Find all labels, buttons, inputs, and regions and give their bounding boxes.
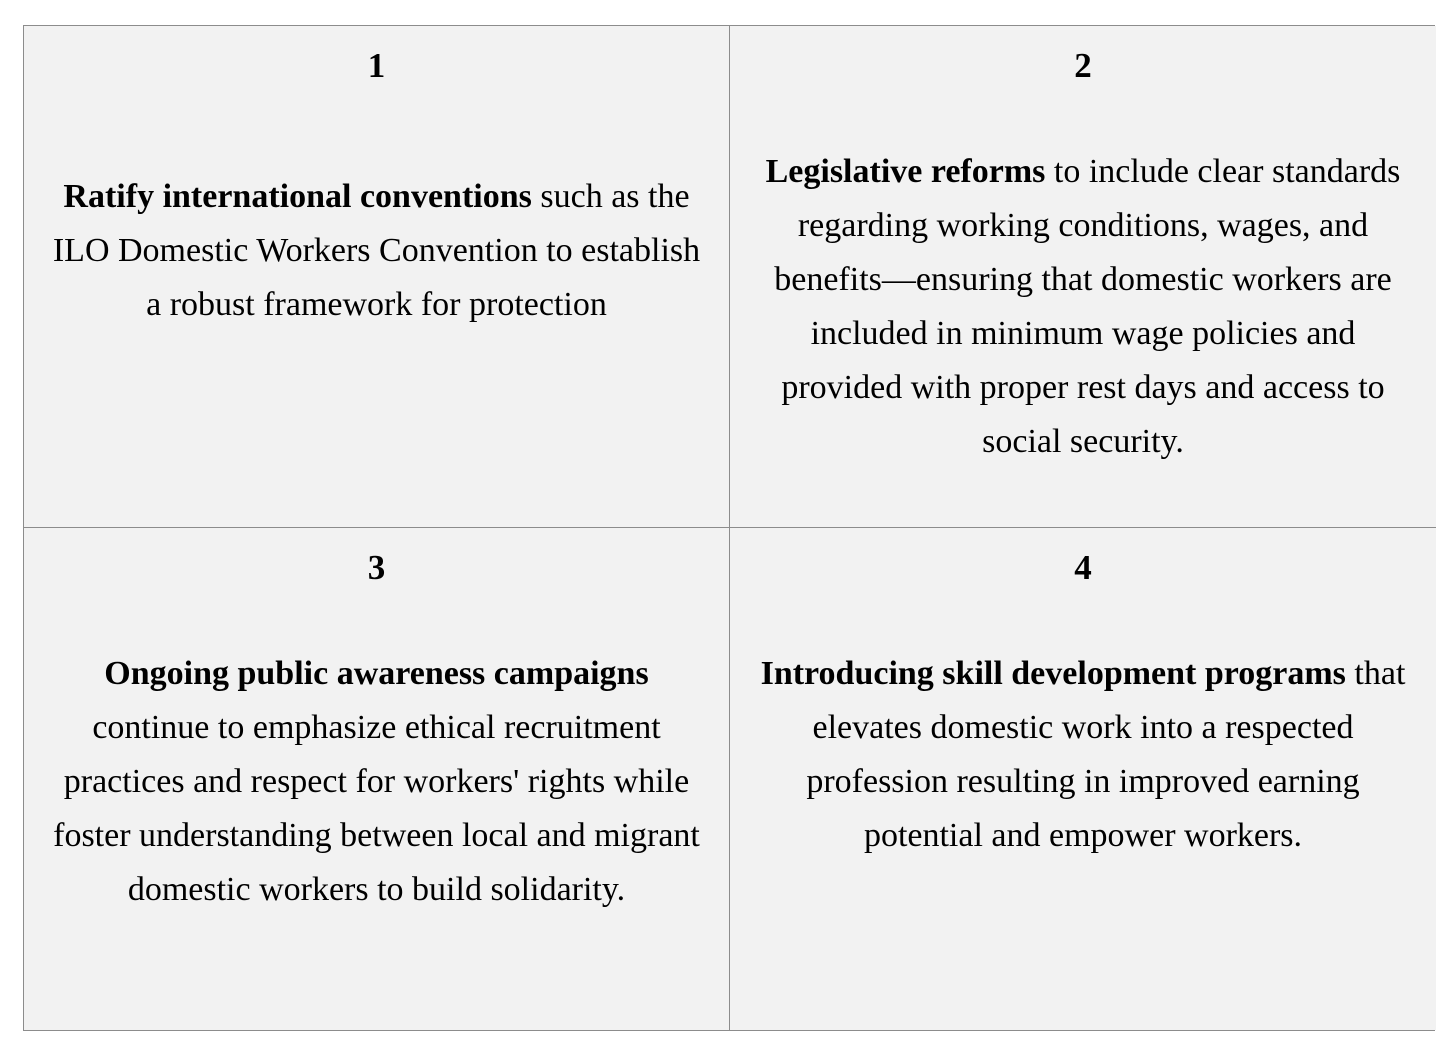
cell-body: continue to emphasize ethical recruitment practices and respect for workers' rights while foster understanding between local and migrant domestic workers to build solidarity. bbox=[53, 709, 700, 908]
cell-body: that elevates domestic work into a respected profession resulting in improved earning potential and empower workers. bbox=[806, 655, 1406, 854]
cell-heading: Legislative reforms bbox=[765, 153, 1046, 190]
cell-number: 1 bbox=[367, 46, 386, 85]
cell-text bbox=[748, 647, 1418, 863]
cell-text bbox=[748, 145, 1418, 469]
grid-cell-1 bbox=[24, 26, 730, 528]
cell-text bbox=[42, 647, 711, 917]
cell-number: 4 bbox=[1074, 548, 1092, 587]
cell-heading: Ongoing public awareness campaigns bbox=[104, 655, 649, 692]
cell-heading: Introducing skill development programs bbox=[760, 655, 1346, 692]
recommendations-grid bbox=[23, 25, 1435, 1031]
cell-number: 2 bbox=[1074, 46, 1092, 85]
cell-text bbox=[42, 170, 711, 332]
grid-cell-4 bbox=[730, 528, 1436, 1030]
grid-cell-2 bbox=[730, 26, 1436, 528]
cell-number: 3 bbox=[367, 548, 386, 587]
cell-body: to include clear standards regarding working conditions, wages, and benefits—ensuring that domestic workers are included in minimum wage policies and provided with proper rest days and access to social security. bbox=[774, 153, 1401, 460]
cell-heading: Ratify international conventions bbox=[63, 178, 532, 215]
grid-cell-3 bbox=[24, 528, 730, 1030]
cell-body: such as the ILO Domestic Workers Convention to establish a robust framework for protection bbox=[52, 178, 701, 323]
